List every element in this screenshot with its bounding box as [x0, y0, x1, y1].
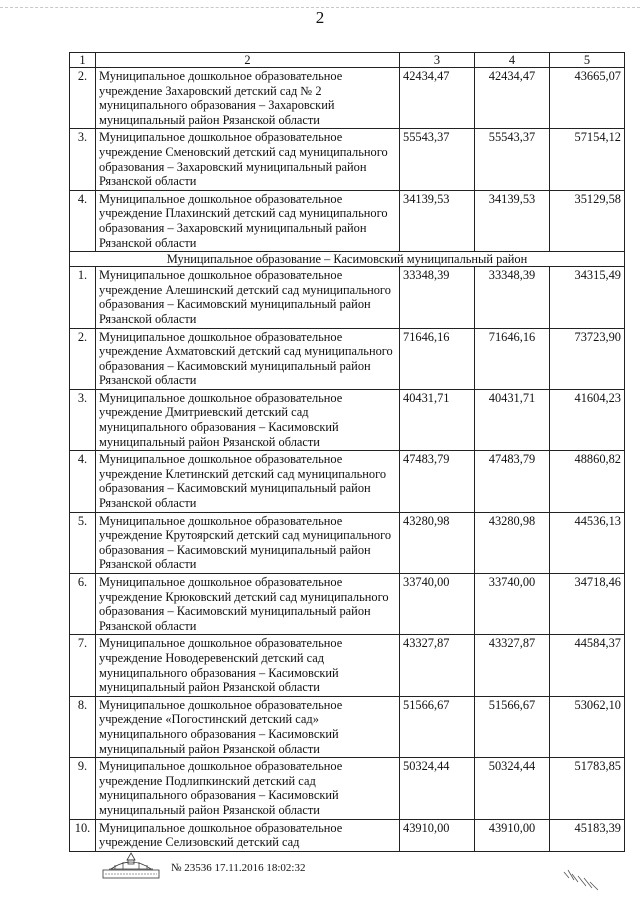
value-col-4: 43327,87 — [475, 635, 550, 696]
table-row — [70, 451, 625, 512]
row-number: 2. — [70, 68, 96, 129]
table-row — [70, 190, 625, 251]
value-col-5: 35129,58 — [550, 190, 625, 251]
value-col-5: 34718,46 — [550, 574, 625, 635]
value-col-4: 42434,47 — [475, 68, 550, 129]
value-col-3: 33348,39 — [400, 267, 475, 328]
table-row — [70, 696, 625, 757]
institution-name: Муниципальное дошкольное образовательное учреждение Сменовский детский сад муниципального образования – Захаровский муниципальный район Рязанской области — [96, 129, 400, 190]
header-col-2: 2 — [96, 53, 400, 68]
table-row — [70, 68, 625, 129]
header-col-4: 4 — [475, 53, 550, 68]
registration-stamp: № 23536 17.11.2016 18:02:32 — [171, 862, 306, 874]
value-col-4: 33740,00 — [475, 574, 550, 635]
value-col-3: 43280,98 — [400, 512, 475, 573]
table-row — [70, 512, 625, 573]
institution-name: Муниципальное дошкольное образовательное учреждение Крутоярский детский сад муниципального образования – Касимовский муниципальный район Рязанской области — [96, 512, 400, 573]
budget-table — [69, 52, 625, 852]
value-col-4: 34139,53 — [475, 190, 550, 251]
handwritten-mark-icon — [560, 866, 604, 892]
value-col-4: 47483,79 — [475, 451, 550, 512]
value-col-4: 50324,44 — [475, 758, 550, 819]
value-col-3: 42434,47 — [400, 68, 475, 129]
value-col-4: 51566,67 — [475, 696, 550, 757]
value-col-5: 44584,37 — [550, 635, 625, 696]
value-col-3: 43327,87 — [400, 635, 475, 696]
value-col-4: 71646,16 — [475, 328, 550, 389]
value-col-5: 34315,49 — [550, 267, 625, 328]
value-col-5: 45183,39 — [550, 819, 625, 851]
section-row — [70, 252, 625, 267]
value-col-4: 43280,98 — [475, 512, 550, 573]
table-row — [70, 819, 625, 851]
institution-name: Муниципальное дошкольное образовательное учреждение Плахинский детский сад муниципального образования – Захаровский муниципальный район Рязанской области — [96, 190, 400, 251]
value-col-3: 50324,44 — [400, 758, 475, 819]
table-header-row — [70, 53, 625, 68]
row-number: 8. — [70, 696, 96, 757]
institution-name: Муниципальное дошкольное образовательное учреждение Селизовский детский сад — [96, 819, 400, 851]
value-col-3: 34139,53 — [400, 190, 475, 251]
institution-name: Муниципальное дошкольное образовательное учреждение Подлипкинский детский сад муниципального образования – Касимовский муниципальный район Рязанской области — [96, 758, 400, 819]
table-body — [70, 53, 625, 852]
row-number: 1. — [70, 267, 96, 328]
institution-name: Муниципальное дошкольное образовательное учреждение Алешинский детский сад муниципального образования – Касимовский муниципальный район Рязанской области — [96, 267, 400, 328]
value-col-3: 47483,79 — [400, 451, 475, 512]
value-col-5: 48860,82 — [550, 451, 625, 512]
institution-name: Муниципальное дошкольное образовательное учреждение Захаровский детский сад № 2 муниципального образования – Захаровский муниципальный район Рязанской области — [96, 68, 400, 129]
value-col-3: 51566,67 — [400, 696, 475, 757]
value-col-3: 71646,16 — [400, 328, 475, 389]
row-number: 7. — [70, 635, 96, 696]
value-col-3: 33740,00 — [400, 574, 475, 635]
table-row — [70, 574, 625, 635]
institution-name: Муниципальное дошкольное образовательное учреждение «Погостинский детский сад» муниципального образования – Касимовский муниципальный район Рязанской области — [96, 696, 400, 757]
header-col-1: 1 — [70, 53, 96, 68]
table-row — [70, 267, 625, 328]
electronic-document-logo-icon — [101, 851, 161, 879]
row-number: 6. — [70, 574, 96, 635]
table-row — [70, 758, 625, 819]
institution-name: Муниципальное дошкольное образовательное учреждение Ахматовский детский сад муниципального образования – Касимовский муниципальный район Рязанской области — [96, 328, 400, 389]
value-col-3: 55543,37 — [400, 129, 475, 190]
row-number: 10. — [70, 819, 96, 851]
row-number: 5. — [70, 512, 96, 573]
value-col-5: 44536,13 — [550, 512, 625, 573]
row-number: 4. — [70, 451, 96, 512]
row-number: 3. — [70, 129, 96, 190]
value-col-3: 40431,71 — [400, 389, 475, 450]
value-col-3: 43910,00 — [400, 819, 475, 851]
value-col-4: 43910,00 — [475, 819, 550, 851]
value-col-5: 41604,23 — [550, 389, 625, 450]
institution-name: Муниципальное дошкольное образовательное учреждение Клетинский детский сад муниципального образования – Касимовский муниципальный район Рязанской области — [96, 451, 400, 512]
row-number: 3. — [70, 389, 96, 450]
table-row — [70, 129, 625, 190]
page-number: 2 — [315, 8, 325, 27]
section-title: Муниципальное образование – Касимовский муниципальный район — [70, 252, 625, 267]
value-col-4: 55543,37 — [475, 129, 550, 190]
row-number: 2. — [70, 328, 96, 389]
value-col-5: 73723,90 — [550, 328, 625, 389]
row-number: 4. — [70, 190, 96, 251]
value-col-5: 57154,12 — [550, 129, 625, 190]
row-number: 9. — [70, 758, 96, 819]
value-col-4: 40431,71 — [475, 389, 550, 450]
value-col-5: 43665,07 — [550, 68, 625, 129]
institution-name: Муниципальное дошкольное образовательное учреждение Новодеревенский детский сад муниципального образования – Касимовский муниципальный район Рязанской области — [96, 635, 400, 696]
header-col-3: 3 — [400, 53, 475, 68]
institution-name: Муниципальное дошкольное образовательное учреждение Дмитриевский детский сад муниципального образования – Касимовский муниципальный район Рязанской области — [96, 389, 400, 450]
table-row — [70, 328, 625, 389]
institution-name: Муниципальное дошкольное образовательное учреждение Крюковский детский сад муниципального образования – Касимовский муниципальный район Рязанской области — [96, 574, 400, 635]
document-footer — [101, 851, 401, 881]
value-col-5: 53062,10 — [550, 696, 625, 757]
value-col-4: 33348,39 — [475, 267, 550, 328]
header-col-5: 5 — [550, 53, 625, 68]
table-row — [70, 389, 625, 450]
value-col-5: 51783,85 — [550, 758, 625, 819]
table-row — [70, 635, 625, 696]
